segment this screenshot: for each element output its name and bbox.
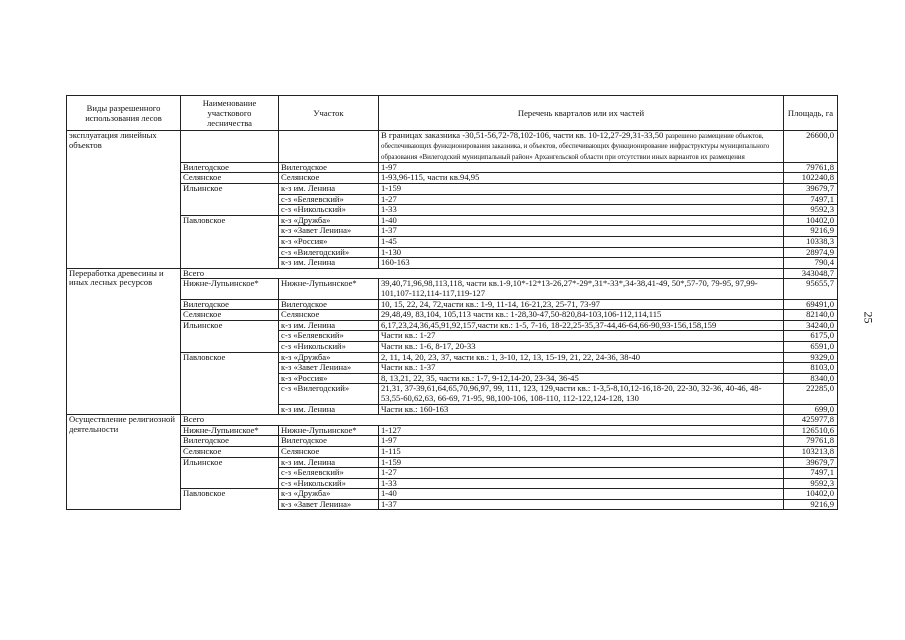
table-row <box>67 446 838 457</box>
site-cell: к-з им. Ленина <box>279 457 379 468</box>
table-row <box>67 247 838 258</box>
table-row <box>67 352 838 363</box>
quarters-cell: 8, 13,21, 22, 35, части кв.: 1-7, 9-12,14-20, 23-34, 36-45 <box>379 373 784 384</box>
header-use: Виды разрешенного использования лесов <box>67 96 181 131</box>
site-cell: к-з «Дружба» <box>279 489 379 500</box>
site-cell: Селянское <box>279 173 379 184</box>
forestry-cell <box>181 237 279 248</box>
area-cell: 6175,0 <box>784 331 838 342</box>
total-label: Всего <box>181 268 784 279</box>
header-area: Площадь, га <box>784 96 838 131</box>
table-header-row <box>67 96 838 131</box>
site-cell: к-з «Дружба» <box>279 215 379 226</box>
site-cell: к-з «Россия» <box>279 237 379 248</box>
use-type-cell: Осуществление религиозной деятельности <box>67 415 181 510</box>
table-row <box>67 162 838 173</box>
table-row <box>67 489 838 500</box>
quarters-cell: 29,48,49, 83,104, 105,113 части кв.: 1-28,30-47,50-820,84-103,106-112,114,115 <box>379 310 784 321</box>
forestry-cell: Вилегодское <box>181 162 279 173</box>
table-row <box>67 205 838 216</box>
site-cell: к-з «Завет Ленина» <box>279 499 379 510</box>
quarters-cell: 1-45 <box>379 237 784 248</box>
table-row <box>67 436 838 447</box>
use-type-cell: Переработка древесины и иных лесных ресурсов <box>67 268 181 414</box>
forestry-cell <box>181 131 279 163</box>
forestry-cell: Нижне-Лупьинское* <box>181 425 279 436</box>
forestry-cell <box>181 363 279 374</box>
site-cell: к-з «Россия» <box>279 373 379 384</box>
area-cell: 8340,0 <box>784 373 838 384</box>
total-area: 343048,7 <box>784 268 838 279</box>
forestry-cell: Вилегодское <box>181 299 279 310</box>
quarters-cell: 1-27 <box>379 194 784 205</box>
area-cell: 9216,9 <box>784 226 838 237</box>
quarters-cell: 1-159 <box>379 184 784 195</box>
site-cell: с-з «Никольский» <box>279 341 379 352</box>
site-cell: Вилегодское <box>279 162 379 173</box>
use-type-cell: эксплуатация линейных объектов <box>67 131 181 269</box>
area-cell: 69491,0 <box>784 299 838 310</box>
forestry-cell: Павловское <box>181 215 279 226</box>
quarters-cell: Части кв.: 1-37 <box>379 363 784 374</box>
forestry-cell <box>181 373 279 384</box>
site-cell: Селянское <box>279 446 379 457</box>
page-number: 25 <box>861 311 876 324</box>
site-cell: Нижне-Лупьинское* <box>279 279 379 299</box>
area-cell: 102240,8 <box>784 173 838 184</box>
total-area: 425977,8 <box>784 415 838 426</box>
site-cell: Вилегодское <box>279 436 379 447</box>
table-row <box>67 499 838 510</box>
quarters-cell: 1-40 <box>379 215 784 226</box>
site-cell: с-з «Беляевский» <box>279 194 379 205</box>
area-cell: 10402,0 <box>784 215 838 226</box>
area-cell: 103213,8 <box>784 446 838 457</box>
quarters-cell: 1-97 <box>379 162 784 173</box>
quarters-cell: 1-27 <box>379 468 784 479</box>
table-row <box>67 363 838 374</box>
table-row <box>67 258 838 269</box>
forestry-cell <box>181 226 279 237</box>
site-cell: Нижне-Лупьинское* <box>279 425 379 436</box>
site-cell: к-з «Завет Ленина» <box>279 226 379 237</box>
forestry-cell: Ильинское <box>181 184 279 195</box>
forestry-cell: Вилегодское <box>181 436 279 447</box>
quarters-note-text: разрешено размещение объектов, обеспечивающих функционирования заказника, и объектов, обеспечивающих функционирование инфраструктуры муниципального образования «Вилегодский муниципальный район» Архангельской области при отсутствии иных вариантов их размещения <box>381 133 770 161</box>
area-cell: 699,0 <box>784 404 838 415</box>
forestry-cell <box>181 258 279 269</box>
site-cell: к-з им. Ленина <box>279 320 379 331</box>
table-row <box>67 425 838 436</box>
site-cell: к-з «Дружба» <box>279 352 379 363</box>
area-cell: 9329,0 <box>784 352 838 363</box>
site-cell: к-з им. Ленина <box>279 184 379 195</box>
site-cell: с-з «Вилегодский» <box>279 384 379 404</box>
site-cell: с-з «Никольский» <box>279 478 379 489</box>
table-row <box>67 226 838 237</box>
forestry-cell: Ильинское <box>181 320 279 331</box>
area-cell: 126510,6 <box>784 425 838 436</box>
quarters-cell: 1-40 <box>379 489 784 500</box>
total-row <box>67 415 838 426</box>
area-cell: 7497,1 <box>784 468 838 479</box>
area-cell: 9592,3 <box>784 478 838 489</box>
forest-use-table <box>66 95 838 510</box>
quarters-cell: 1-127 <box>379 425 784 436</box>
area-cell: 6591,0 <box>784 341 838 352</box>
quarters-cell: Части кв.: 1-6, 8-17, 20-33 <box>379 341 784 352</box>
quarters-cell: 1-37 <box>379 226 784 237</box>
area-cell: 22285,0 <box>784 384 838 404</box>
forestry-cell: Нижне-Лупьинское* <box>181 279 279 299</box>
area-cell: 7497,1 <box>784 194 838 205</box>
site-cell: с-з «Никольский» <box>279 205 379 216</box>
area-cell: 95655,7 <box>784 279 838 299</box>
quarters-cell <box>379 131 784 163</box>
table-row <box>67 320 838 331</box>
table-row <box>67 384 838 404</box>
total-label: Всего <box>181 415 784 426</box>
site-cell: с-з «Беляевский» <box>279 468 379 479</box>
forestry-cell: Ильинское <box>181 457 279 468</box>
site-cell: к-з им. Ленина <box>279 258 379 269</box>
quarters-cell: 1-33 <box>379 205 784 216</box>
forestry-cell: Павловское <box>181 352 279 363</box>
header-forestry: Наименование участкового лесничества <box>181 96 279 131</box>
quarters-cell: 1-97 <box>379 436 784 447</box>
forestry-cell <box>181 331 279 342</box>
area-cell: 26600,0 <box>784 131 838 163</box>
quarters-cell: 21,31, 37-39,61,64,65,70,96,97, 99, 111, 123, 129,части кв.: 1-3,5-8,10,12-16,18-20, 22-30, 32-36, 40-46, 48-53,55-60,62,63, 66-69, 71-95, 98,100-106, 108-110, 112-122,124-128, 130 <box>379 384 784 404</box>
quarters-cell: 1-93,96-115, части кв.94,95 <box>379 173 784 184</box>
table-row <box>67 468 838 479</box>
table-row <box>67 184 838 195</box>
site-cell: Вилегодское <box>279 299 379 310</box>
forestry-cell: Селянское <box>181 446 279 457</box>
area-cell: 10338,3 <box>784 237 838 248</box>
area-cell: 28974,9 <box>784 247 838 258</box>
forestry-cell <box>181 468 279 479</box>
total-row <box>67 268 838 279</box>
site-cell: с-з «Вилегодский» <box>279 247 379 258</box>
quarters-cell: 1-115 <box>379 446 784 457</box>
quarters-cell: Части кв.: 160-163 <box>379 404 784 415</box>
table-row <box>67 478 838 489</box>
forestry-cell <box>181 194 279 205</box>
table-row <box>67 341 838 352</box>
area-cell: 82140,0 <box>784 310 838 321</box>
header-site: Участок <box>279 96 379 131</box>
forestry-cell <box>181 205 279 216</box>
quarters-cell: 39,40,71,96,98,113,118, части кв.1-9,10*-12*13-26,27*-29*,31*-33*,34-38,41-49, 50*,57-70, 79-95, 97,99-101,107-112,114-117,119-127 <box>379 279 784 299</box>
area-cell: 9592,3 <box>784 205 838 216</box>
table-row <box>67 215 838 226</box>
quarters-main-text: В границах заказника -30,51-56,72-78,102-106, части кв. 10-12,27-29,31-33,50 <box>381 130 664 140</box>
forestry-cell: Павловское <box>181 489 279 500</box>
table-row <box>67 173 838 184</box>
area-cell: 9216,9 <box>784 499 838 510</box>
area-cell: 790,4 <box>784 258 838 269</box>
area-cell: 10402,0 <box>784 489 838 500</box>
site-cell: Селянское <box>279 310 379 321</box>
area-cell: 79761,8 <box>784 436 838 447</box>
site-cell <box>279 131 379 163</box>
quarters-cell: 1-33 <box>379 478 784 489</box>
forestry-cell <box>181 499 279 510</box>
quarters-cell: 1-159 <box>379 457 784 468</box>
forestry-cell <box>181 341 279 352</box>
forestry-cell: Селянское <box>181 310 279 321</box>
forestry-cell: Селянское <box>181 173 279 184</box>
table-row <box>67 457 838 468</box>
table-row <box>67 194 838 205</box>
header-quarters: Перечень кварталов или их частей <box>379 96 784 131</box>
quarters-cell: Части кв.: 1-27 <box>379 331 784 342</box>
table-row <box>67 310 838 321</box>
quarters-cell: 160-163 <box>379 258 784 269</box>
table-row <box>67 131 838 163</box>
table-row <box>67 404 838 415</box>
table-row <box>67 373 838 384</box>
area-cell: 34240,0 <box>784 320 838 331</box>
quarters-cell: 1-37 <box>379 499 784 510</box>
table-row <box>67 279 838 299</box>
table-row <box>67 331 838 342</box>
site-cell: к-з «Завет Ленина» <box>279 363 379 374</box>
area-cell: 79761,8 <box>784 162 838 173</box>
forestry-cell <box>181 478 279 489</box>
quarters-cell: 2, 11, 14, 20, 23, 37, части кв.: 1, 3-10, 12, 13, 15-19, 21, 22, 24-36, 38-40 <box>379 352 784 363</box>
quarters-cell: 1-130 <box>379 247 784 258</box>
forestry-cell <box>181 247 279 258</box>
table-body <box>67 131 838 510</box>
quarters-cell: 6,17,23,24,36,45,91,92,157,части кв.: 1-5, 7-16, 18-22,25-35,37-44,46-64,66-90,93-156,158,159 <box>379 320 784 331</box>
table-row <box>67 299 838 310</box>
forestry-cell <box>181 404 279 415</box>
site-cell: с-з «Беляевский» <box>279 331 379 342</box>
area-cell: 8103,0 <box>784 363 838 374</box>
table-row <box>67 237 838 248</box>
site-cell: к-з им. Ленина <box>279 404 379 415</box>
area-cell: 39679,7 <box>784 184 838 195</box>
forestry-cell <box>181 384 279 404</box>
quarters-cell: 10, 15, 22, 24, 72,части кв.: 1-9, 11-14, 16-21,23, 25-71, 73-97 <box>379 299 784 310</box>
area-cell: 39679,7 <box>784 457 838 468</box>
